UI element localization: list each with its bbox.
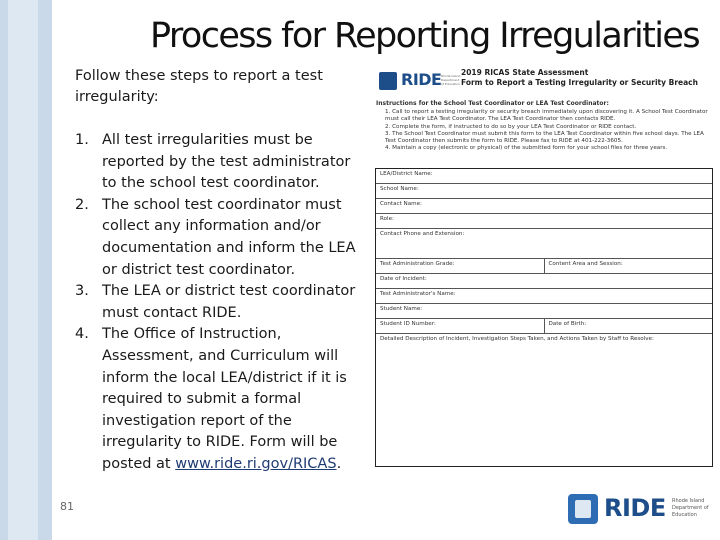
form-field-role: Role:: [380, 216, 394, 222]
form-instructions: [385, 109, 713, 153]
form-field-administrator: Test Administrator's Name:: [380, 291, 456, 297]
page-number: 81: [60, 500, 74, 513]
ri-state-icon: [568, 494, 598, 524]
ride-logo-text: RIDE: [604, 494, 666, 522]
form-field-dob: Date of Birth:: [548, 321, 587, 327]
form-instruction: 1. Call to report a testing irregularity or security breach immediately upon discovering it. A School Test Coordinator must call their LEA Test Coordinator. The LEA Test Coordinator then contacts RIDE.: [385, 109, 708, 123]
step-item: [75, 324, 360, 475]
step-item: [75, 130, 360, 195]
step-text: The LEA or district test coordinator must contact RIDE.: [102, 283, 356, 321]
step-item: [75, 195, 360, 281]
step-item: [75, 281, 360, 324]
left-accent-bar: [0, 0, 52, 540]
step-number: 2.: [75, 196, 89, 213]
step-number: 3.: [75, 283, 89, 300]
ri-state-icon: [379, 72, 397, 90]
form-field-content-area: Content Area and Session:: [548, 261, 623, 267]
form-row: [376, 229, 712, 259]
form-field-phone: Contact Phone and Extension:: [380, 231, 465, 237]
form-row: [376, 289, 712, 304]
step-text-part: The Office of Instruction, Assessment, and Curriculum will inform the local LEA/district if it is required to submit a formal investigation report of the irregularity to RIDE. Form will be posted at: [102, 326, 347, 472]
form-title-line: 2019 RICAS State Assessment: [461, 68, 589, 77]
ricas-link[interactable]: www.ride.ri.gov/RICAS: [175, 455, 337, 472]
form-header: [375, 66, 713, 100]
form-ride-logo: [379, 70, 459, 94]
form-row: [376, 319, 712, 334]
form-field-student-id: Student ID Number:: [376, 319, 545, 333]
form-field-description: Detailed Description of Incident, Investigation Steps Taken, and Actions Taken by Staff to Resolve:: [380, 336, 654, 342]
form-fields-table: [375, 168, 713, 467]
steps-list: [75, 130, 360, 476]
left-accent-stripe: [8, 0, 38, 540]
form-field-lea: LEA/District Name:: [380, 171, 433, 177]
form-logo-subtext: Rhode Island Department of Education: [441, 74, 461, 86]
form-field-school: School Name:: [380, 186, 419, 192]
irregularity-form-thumbnail: [375, 66, 713, 486]
slide-title: Process for Reporting Irregularities: [150, 16, 699, 56]
step-text-end: .: [336, 455, 342, 472]
form-row: [376, 334, 712, 466]
form-field-grade: Test Administration Grade:: [376, 259, 545, 273]
form-field-student: Student Name:: [380, 306, 423, 312]
form-row: [376, 199, 712, 214]
form-field-date: Date of Incident:: [380, 276, 427, 282]
step-text: The school test coordinator must collect any information and/or documentation and inform the LEA or district test coordinator.: [102, 196, 356, 278]
form-title-line: Form to Report a Testing Irregularity or Security Breach: [461, 78, 698, 87]
form-instruction: 2. Complete the form, if instructed to do so by your LEA Test Coordinator or RIDE contact.: [385, 123, 637, 130]
ride-footer-logo: [568, 492, 716, 526]
form-logo-text: RIDE: [401, 70, 442, 89]
form-field-contact: Contact Name:: [380, 201, 422, 207]
step-number: 1.: [75, 132, 89, 148]
form-row: [376, 274, 712, 289]
intro-text: Follow these steps to report a test irregularity:: [75, 68, 323, 105]
form-row: [376, 259, 712, 274]
form-instruction: 4. Maintain a copy (electronic or physical) of the submitted form for your school files for three years.: [385, 145, 668, 152]
step-text: [102, 324, 360, 475]
form-title: [461, 68, 698, 88]
form-row: [376, 214, 712, 229]
step-text: All test irregularities must be reported by the test administrator to the school test coordinator.: [102, 132, 351, 192]
step-number: 4.: [75, 326, 89, 343]
form-row: [376, 169, 712, 184]
form-row: [376, 184, 712, 199]
ride-logo-subtext: Rhode Island Department of Education: [672, 498, 709, 518]
form-instructions-heading: Instructions for the School Test Coordinator or LEA Test Coordinator:: [376, 100, 609, 107]
form-row: [376, 304, 712, 319]
form-instruction: 3. The School Test Coordinator must submit this form to the LEA Test Coordinator within five school days. The LEA Test Coordinator then submits the form to RIDE. Please fax to RIDE at 401-222-3605.: [385, 130, 704, 145]
